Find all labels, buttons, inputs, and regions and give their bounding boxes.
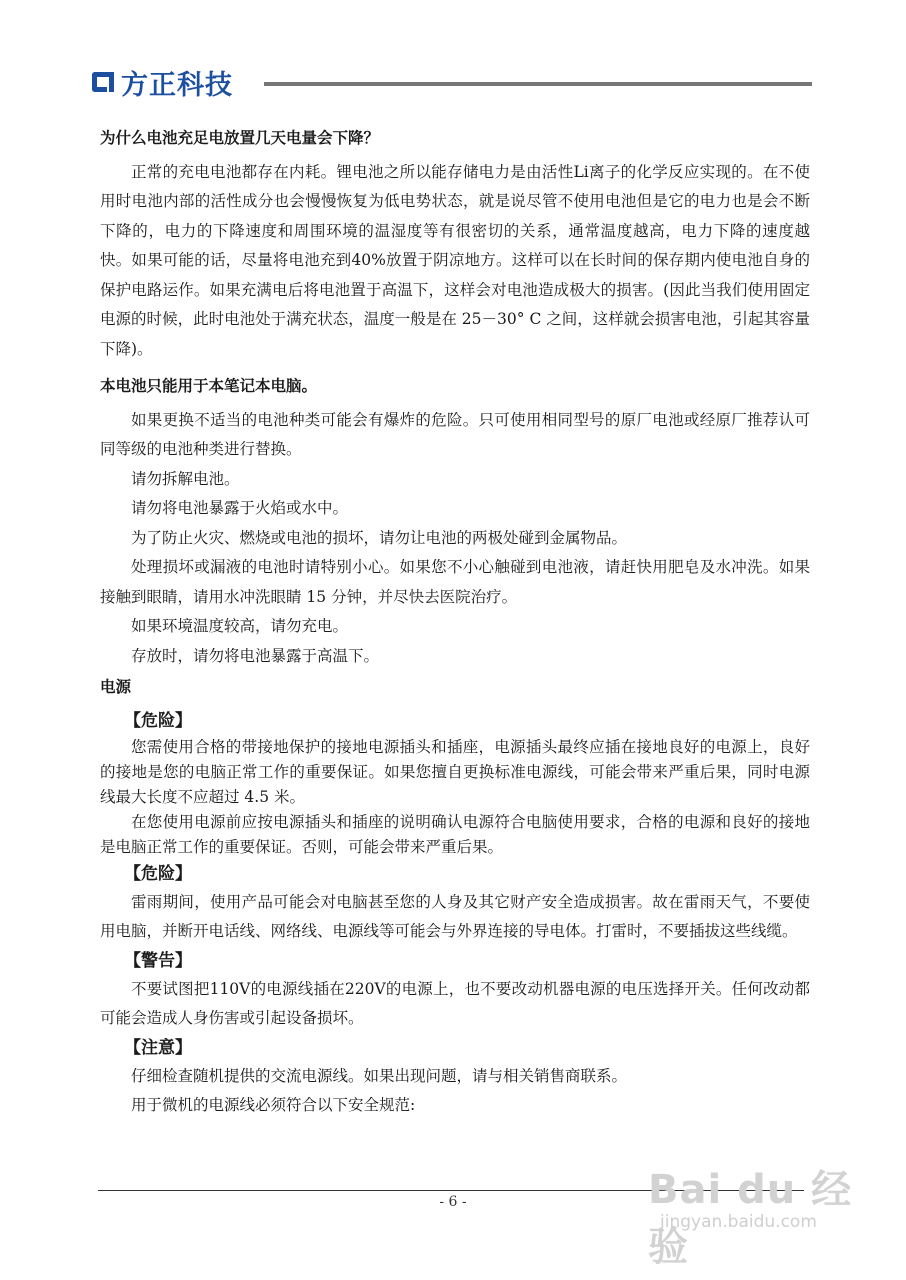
paragraph: 为了防止火灾、燃烧或电池的损坏，请勿让电池的两极处碰到金属物品。	[131, 528, 628, 547]
paragraph: 如果环境温度较高，请勿充电。	[131, 617, 349, 635]
baidu-watermark	[640, 1158, 860, 1270]
warning-tag: 【警告】	[124, 950, 192, 971]
paragraph: 用于微机的电源线必须符合以下安全规范:	[131, 1096, 416, 1114]
founder-logo-icon	[92, 70, 116, 94]
logo-text: 方正科技	[121, 69, 233, 101]
page-number: - 6 -	[439, 1194, 467, 1210]
page-header	[92, 64, 812, 104]
paragraph: 仔细检查随机提供的交流电源线。如果出现问题，请与相关销售商联系。	[131, 1066, 628, 1085]
founder-logo	[92, 64, 233, 100]
paragraph: 在您使用电源前应按电源插头和插座的说明确认电源符合电脑使用要求，合格的电源和良好的接地是电脑正常工作的重要保证。否则，可能会带来严重后果。	[100, 812, 810, 856]
caution-tag: 【注意】	[124, 1037, 192, 1058]
document-body	[100, 118, 810, 1121]
watermark-brand: Bai du 经验	[648, 1167, 853, 1270]
paragraph: 正常的充电电池都存在内耗。锂电池之所以能存储电力是由活性Li离子的化学反应实现的。在不使用时电池内部的活性成分也会慢慢恢复为低电势状态，就是说尽管不使用电池但是它的电力也是会不断下降的，电力的下降速度和周围环境的温湿度等有很密切的关系，通常温度越高，电力下降的速度越快。如果可能的话，尽量将电池充到40%放置于阴凉地方。这样可以在长时间的保存期内使电池自身的保护电路运作。如果充满电后将电池置于高温下，这样会对电池造成极大的损害。(因此当我们使用固定电源的时候，此时电池处于满充状态，温度一般是在 25－30° C 之间，这样就会损害电池，引起其容量下降)。	[100, 162, 810, 358]
paragraph: 雷雨期间，使用产品可能会对电脑甚至您的人身及其它财产安全造成损害。故在雷雨天气，不要使用电脑，并断开电话线、网络线、电源线等可能会与外界连接的导电体。打雷时，不要插拔这些线缆。	[100, 892, 810, 940]
paragraph: 不要试图把110V的电源线插在220V的电源上，也不要改动机器电源的电压选择开关。任何改动都可能会造成人身伤害或引起设备损坏。	[100, 979, 810, 1027]
section-heading-battery-only: 本电池只能用于本笔记本电脑。	[100, 377, 318, 395]
header-rule	[264, 82, 812, 86]
danger-tag: 【危险】	[124, 710, 192, 731]
paragraph: 处理损坏或漏液的电池时请特别小心。如果您不小心触碰到电池液，请赶快用肥皂及水冲洗。如果接触到眼睛，请用水冲洗眼睛 15 分钟，并尽快去医院治疗。	[100, 558, 810, 606]
section-heading-power: 电源	[100, 678, 132, 696]
watermark-url: jingyan.baidu.com	[660, 1212, 817, 1232]
paragraph: 您需使用合格的带接地保护的接地电源插头和插座，电源插头最终应插在接地良好的电源上，良好的接地是您的电脑正常工作的重要保证。如果您擅自更换标准电源线，可能会带来严重后果，同时电源线最大长度不应超过 4.5 米。	[100, 737, 810, 806]
paragraph: 如果更换不适当的电池种类可能会有爆炸的危险。只可使用相同型号的原厂电池或经原厂推荐认可同等级的电池种类进行替换。	[100, 410, 810, 458]
section-heading-battery-drain: 为什么电池充足电放置几天电量会下降？	[100, 129, 380, 147]
danger-tag: 【危险】	[124, 863, 192, 884]
paragraph: 请勿拆解电池。	[131, 469, 240, 488]
paragraph: 请勿将电池暴露于火焰或水中。	[131, 499, 349, 517]
paragraph: 存放时，请勿将电池暴露于高温下。	[131, 646, 380, 665]
